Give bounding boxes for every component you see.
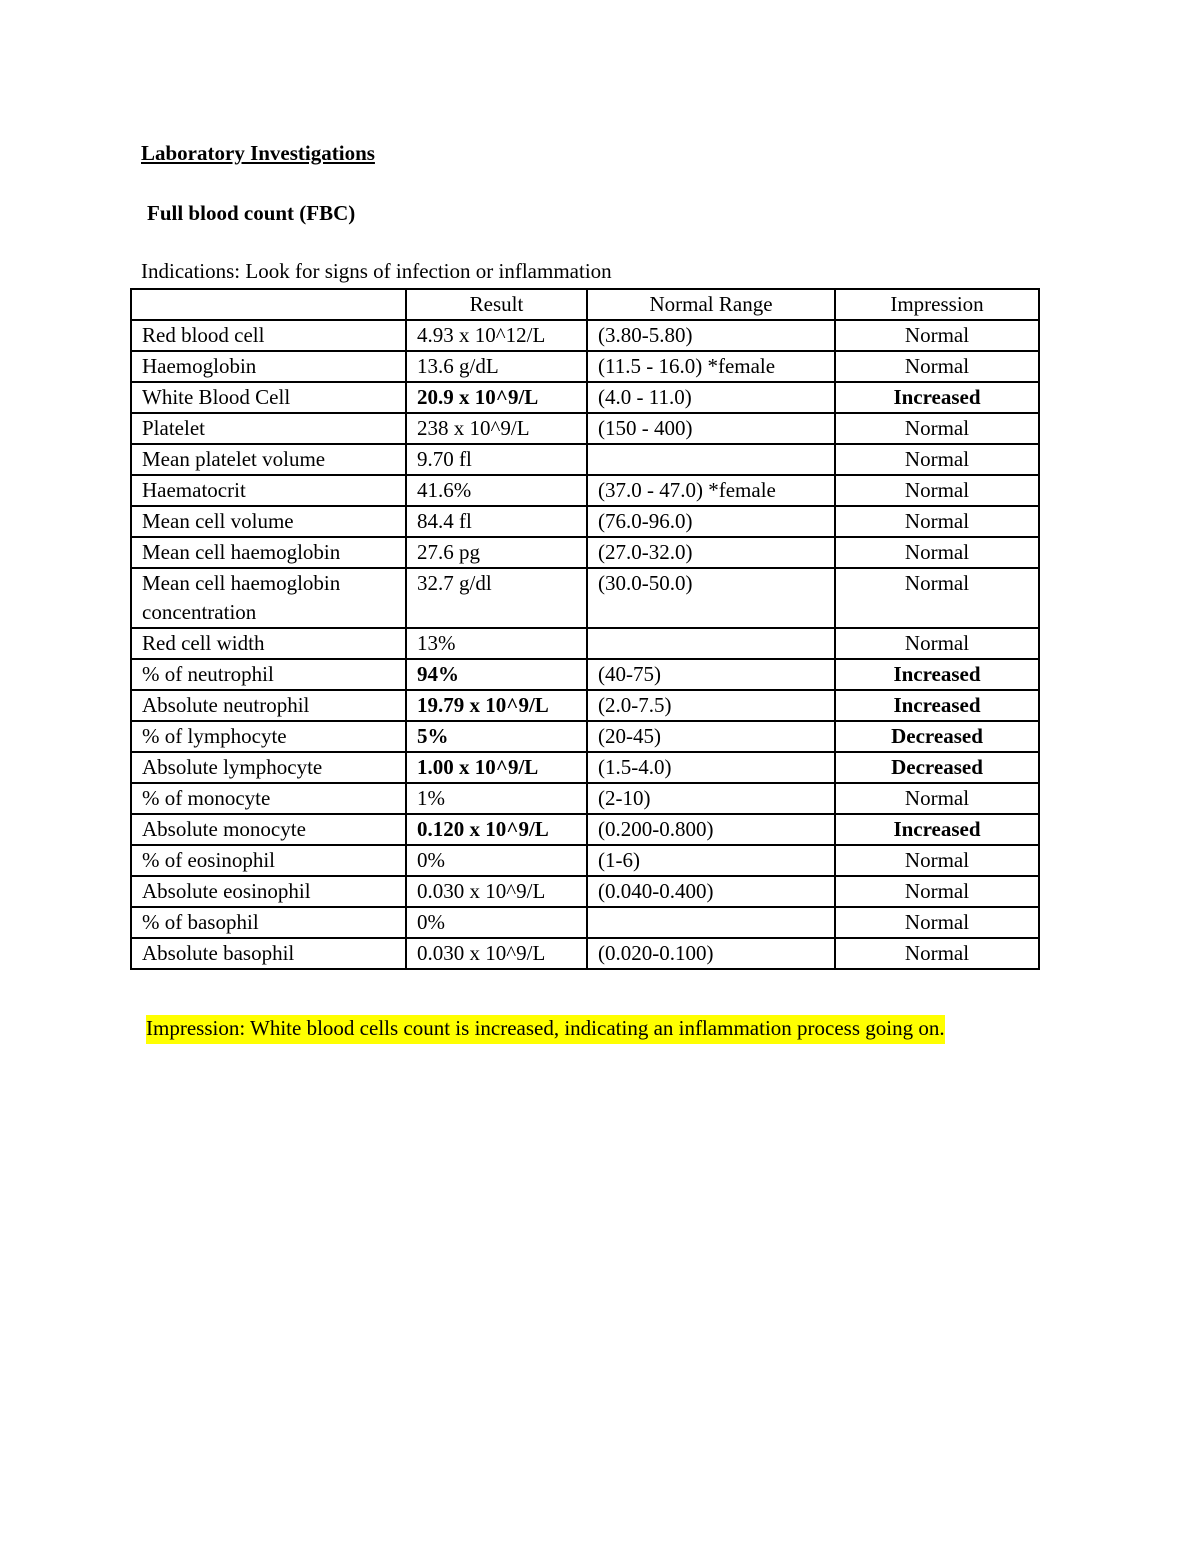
- test-name-cell: Mean cell haemoglobin concentration: [131, 568, 406, 628]
- table-row: [131, 907, 1039, 938]
- impression-cell: Normal: [835, 938, 1039, 969]
- test-name-cell: Absolute monocyte: [131, 814, 406, 845]
- test-name-cell: % of lymphocyte: [131, 721, 406, 752]
- normal-range-cell: (3.80-5.80): [587, 320, 835, 351]
- test-name-cell: % of eosinophil: [131, 845, 406, 876]
- normal-range-cell: (1.5-4.0): [587, 752, 835, 783]
- table-row: [131, 659, 1039, 690]
- header-result: Result: [406, 289, 587, 320]
- test-name-cell: % of monocyte: [131, 783, 406, 814]
- table-row: [131, 876, 1039, 907]
- normal-range-cell: [587, 444, 835, 475]
- normal-range-cell: (0.020-0.100): [587, 938, 835, 969]
- table-header-row: [131, 289, 1039, 320]
- test-name-cell: Haematocrit: [131, 475, 406, 506]
- test-name-cell: Absolute eosinophil: [131, 876, 406, 907]
- table-row: [131, 413, 1039, 444]
- result-cell: 1.00 x 10^9/L: [406, 752, 587, 783]
- normal-range-cell: [587, 628, 835, 659]
- result-cell: 5%: [406, 721, 587, 752]
- table-row: [131, 351, 1039, 382]
- table-row: [131, 721, 1039, 752]
- normal-range-cell: (37.0 - 47.0) *female: [587, 475, 835, 506]
- impression-cell: Normal: [835, 783, 1039, 814]
- test-name-cell: White Blood Cell: [131, 382, 406, 413]
- test-name-cell: Absolute lymphocyte: [131, 752, 406, 783]
- impression-cell: Normal: [835, 506, 1039, 537]
- impression-cell: Normal: [835, 876, 1039, 907]
- impression-cell: Normal: [835, 351, 1039, 382]
- table-row: [131, 690, 1039, 721]
- table-row: [131, 444, 1039, 475]
- header-normal-range: Normal Range: [587, 289, 835, 320]
- table-row: [131, 628, 1039, 659]
- table-row: [131, 752, 1039, 783]
- normal-range-cell: [587, 907, 835, 938]
- table-row: [131, 783, 1039, 814]
- impression-cell: Normal: [835, 444, 1039, 475]
- result-cell: 0.120 x 10^9/L: [406, 814, 587, 845]
- test-name-cell: Red blood cell: [131, 320, 406, 351]
- impression-cell: Normal: [835, 413, 1039, 444]
- result-cell: 13.6 g/dL: [406, 351, 587, 382]
- normal-range-cell: (2-10): [587, 783, 835, 814]
- test-name-cell: Absolute basophil: [131, 938, 406, 969]
- test-name-cell: Mean cell volume: [131, 506, 406, 537]
- impression-cell: Normal: [835, 475, 1039, 506]
- table-row: [131, 537, 1039, 568]
- result-cell: 41.6%: [406, 475, 587, 506]
- normal-range-cell: (76.0-96.0): [587, 506, 835, 537]
- table-row: [131, 382, 1039, 413]
- impression-summary: Impression: White blood cells count is increased, indicating an inflammation process going on.: [146, 1015, 945, 1044]
- test-name-cell: Mean platelet volume: [131, 444, 406, 475]
- test-name-cell: % of basophil: [131, 907, 406, 938]
- test-name-cell: Mean cell haemoglobin: [131, 537, 406, 568]
- normal-range-cell: (4.0 - 11.0): [587, 382, 835, 413]
- result-cell: 32.7 g/dl: [406, 568, 587, 628]
- table-row: [131, 938, 1039, 969]
- test-name-cell: Platelet: [131, 413, 406, 444]
- impression-cell: Decreased: [835, 752, 1039, 783]
- header-test: [131, 289, 406, 320]
- impression-cell: Normal: [835, 537, 1039, 568]
- section-title: Laboratory Investigations: [141, 141, 375, 165]
- impression-cell: Normal: [835, 320, 1039, 351]
- section-subtitle: Full blood count (FBC): [147, 201, 356, 225]
- normal-range-cell: (150 - 400): [587, 413, 835, 444]
- normal-range-cell: (1-6): [587, 845, 835, 876]
- impression-cell: Normal: [835, 628, 1039, 659]
- normal-range-cell: (11.5 - 16.0) *female: [587, 351, 835, 382]
- result-cell: 0%: [406, 845, 587, 876]
- header-impression: Impression: [835, 289, 1039, 320]
- table-row: [131, 845, 1039, 876]
- result-cell: 27.6 pg: [406, 537, 587, 568]
- normal-range-cell: (40-75): [587, 659, 835, 690]
- test-name-cell: Absolute neutrophil: [131, 690, 406, 721]
- normal-range-cell: (27.0-32.0): [587, 537, 835, 568]
- table-row: [131, 814, 1039, 845]
- result-cell: 0%: [406, 907, 587, 938]
- result-cell: 9.70 fl: [406, 444, 587, 475]
- normal-range-cell: (30.0-50.0): [587, 568, 835, 628]
- result-cell: 238 x 10^9/L: [406, 413, 587, 444]
- result-cell: 19.79 x 10^9/L: [406, 690, 587, 721]
- impression-cell: Increased: [835, 382, 1039, 413]
- normal-range-cell: (2.0-7.5): [587, 690, 835, 721]
- result-cell: 84.4 fl: [406, 506, 587, 537]
- normal-range-cell: (20-45): [587, 721, 835, 752]
- impression-cell: Normal: [835, 568, 1039, 628]
- test-name-cell: % of neutrophil: [131, 659, 406, 690]
- normal-range-cell: (0.040-0.400): [587, 876, 835, 907]
- test-name-cell: Haemoglobin: [131, 351, 406, 382]
- indications-text: Indications: Look for signs of infection or inflammation: [141, 259, 612, 283]
- fbc-table: [130, 288, 1040, 970]
- impression-cell: Decreased: [835, 721, 1039, 752]
- impression-cell: Increased: [835, 690, 1039, 721]
- impression-cell: Normal: [835, 907, 1039, 938]
- result-cell: 4.93 x 10^12/L: [406, 320, 587, 351]
- test-name-cell: Red cell width: [131, 628, 406, 659]
- result-cell: 0.030 x 10^9/L: [406, 876, 587, 907]
- impression-cell: Increased: [835, 659, 1039, 690]
- result-cell: 13%: [406, 628, 587, 659]
- result-cell: 1%: [406, 783, 587, 814]
- result-cell: 0.030 x 10^9/L: [406, 938, 587, 969]
- table-row: [131, 506, 1039, 537]
- table-row: [131, 320, 1039, 351]
- normal-range-cell: (0.200-0.800): [587, 814, 835, 845]
- table-body: [131, 320, 1039, 969]
- impression-cell: Increased: [835, 814, 1039, 845]
- table-row: [131, 568, 1039, 628]
- result-cell: 94%: [406, 659, 587, 690]
- table-row: [131, 475, 1039, 506]
- impression-cell: Normal: [835, 845, 1039, 876]
- result-cell: 20.9 x 10^9/L: [406, 382, 587, 413]
